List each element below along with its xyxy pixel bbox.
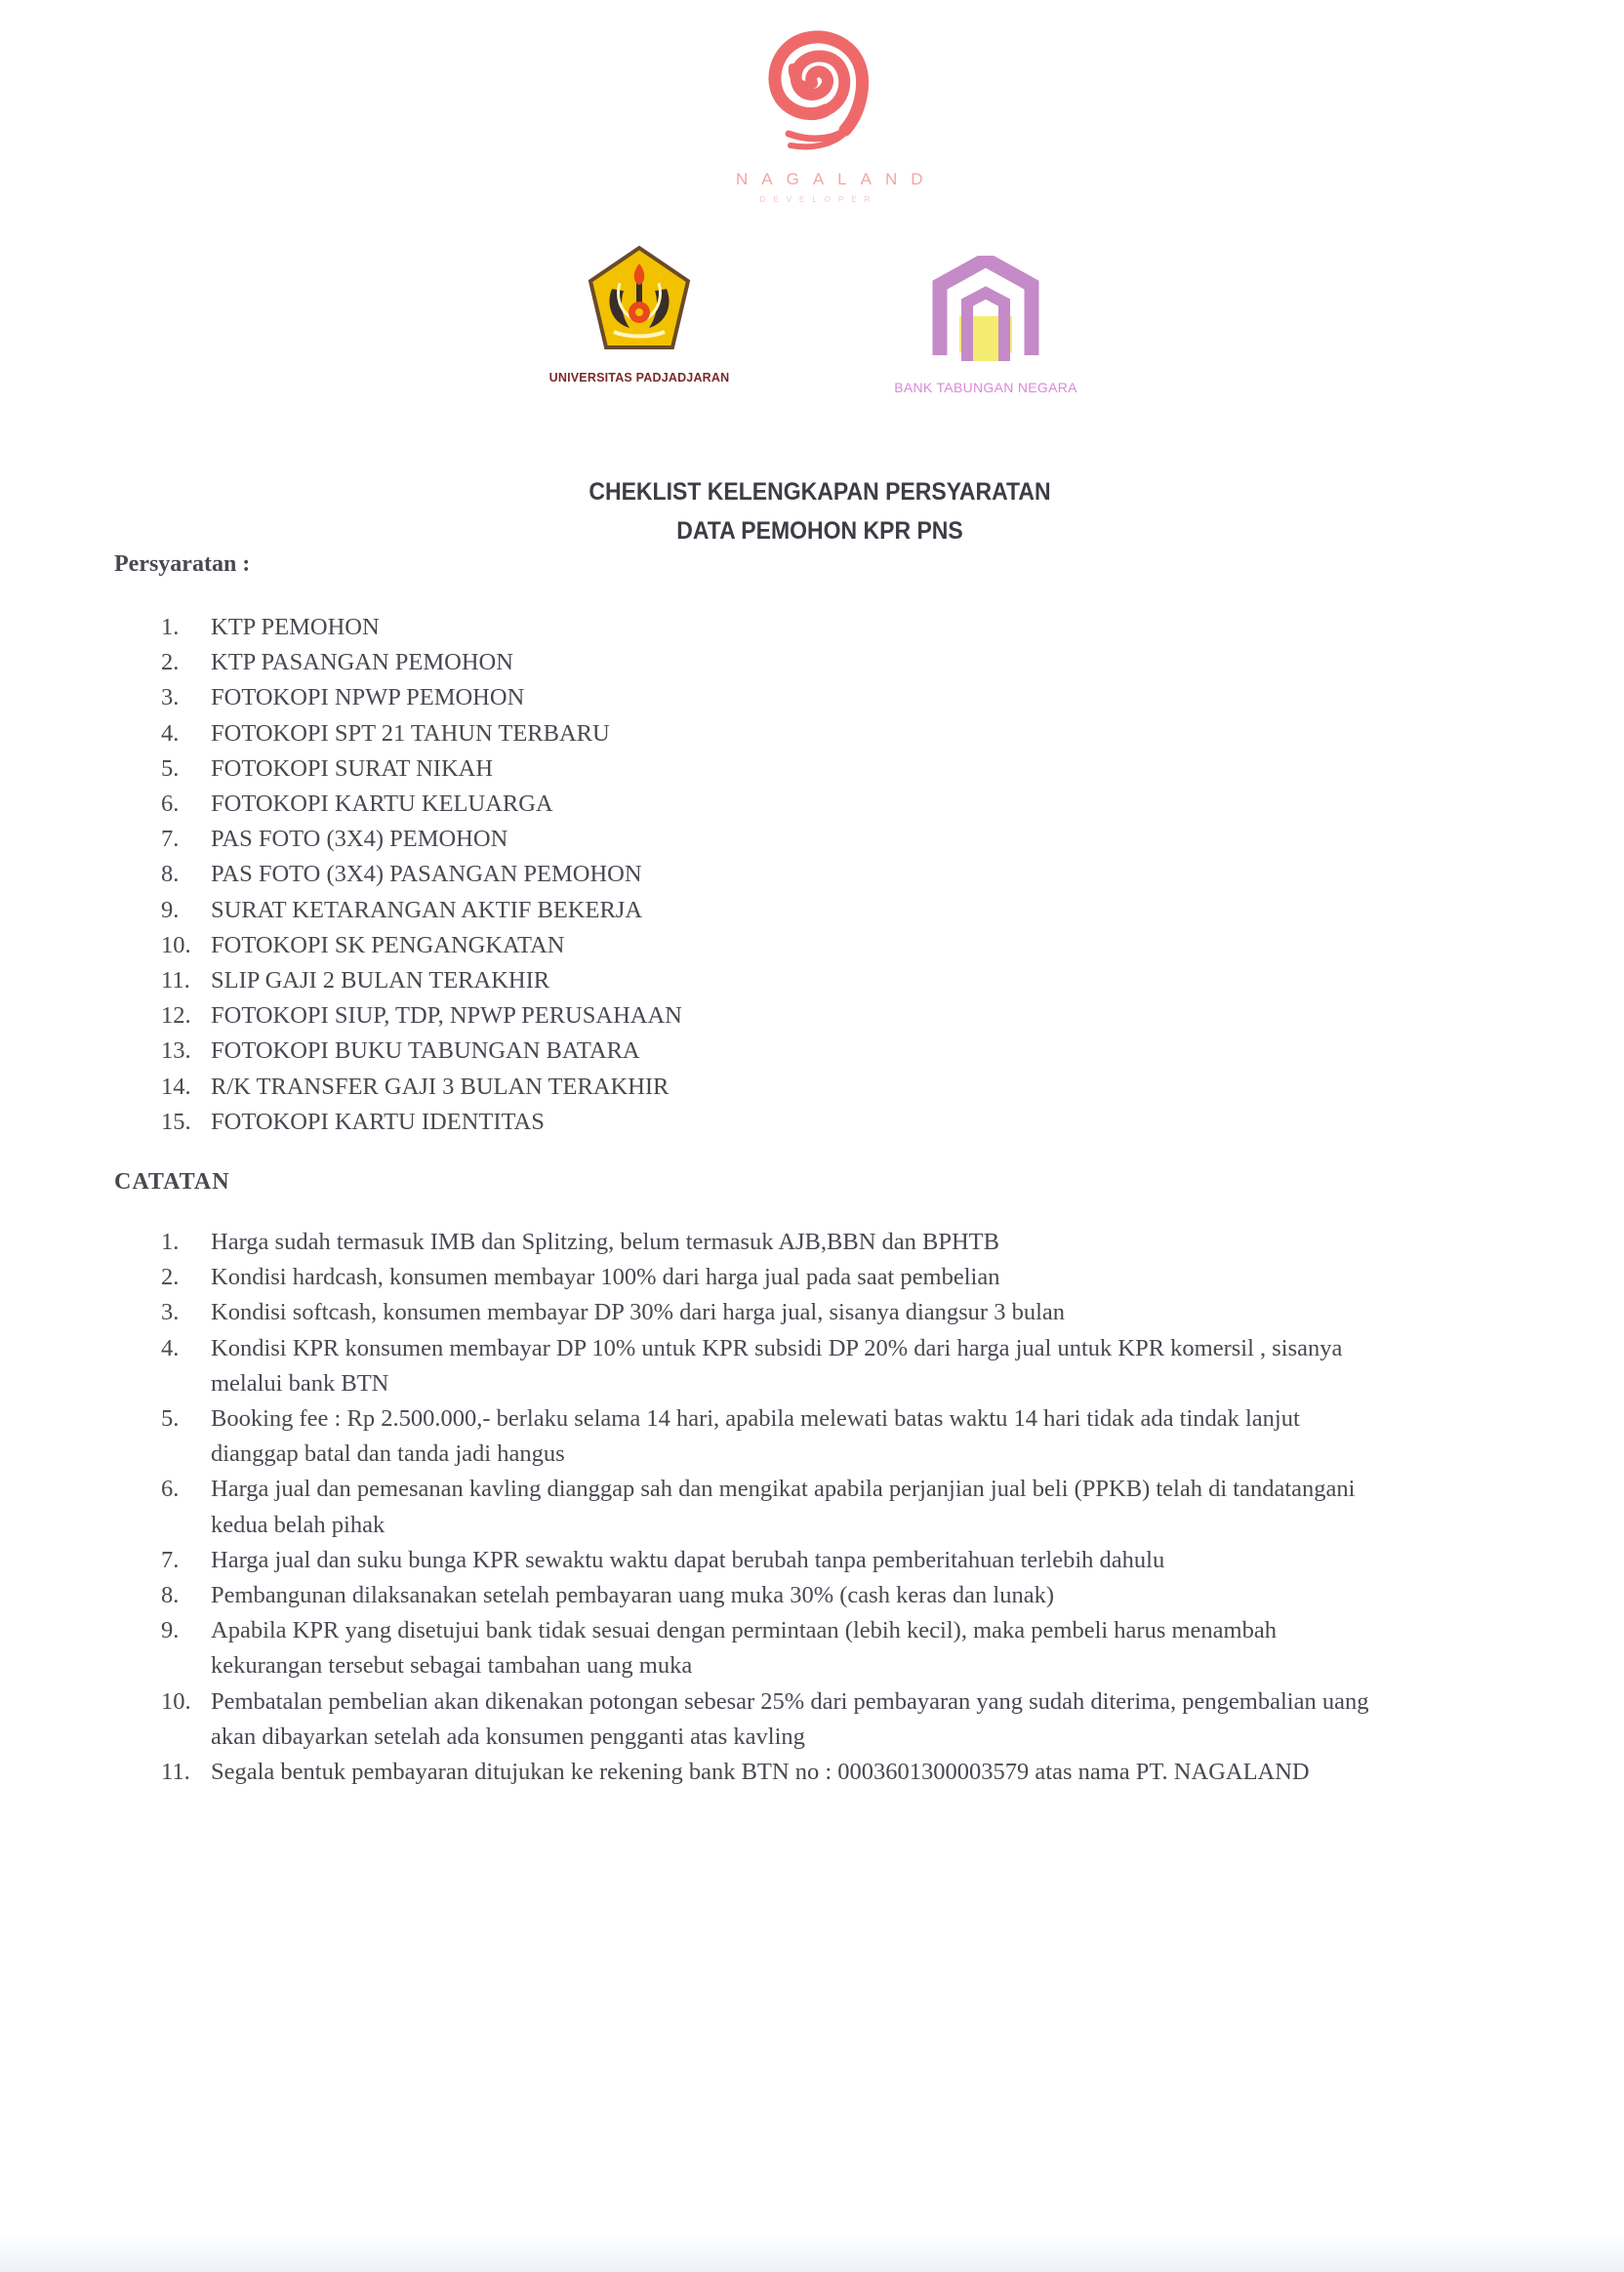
- item-number: 4.: [161, 719, 180, 747]
- item-number: 9.: [161, 896, 180, 923]
- item-number: 7.: [161, 1546, 180, 1573]
- item-text: PAS FOTO (3X4) PEMOHON: [211, 826, 508, 853]
- item-text: Booking fee : Rp 2.500.000,- berlaku selama 14 hari, apabila melewati batas waktu 14 hari tidak ada tindak lanjut: [211, 1405, 1300, 1432]
- item-number: 2.: [161, 1264, 180, 1291]
- item-number: 6.: [161, 1476, 180, 1503]
- item-number: 10.: [161, 1687, 191, 1715]
- unpad-crest-icon: [585, 244, 694, 353]
- item-text: FOTOKOPI SURAT NIKAH: [211, 754, 494, 782]
- item-text: KTP PASANGAN PEMOHON: [211, 649, 513, 676]
- item-text: Apabila KPR yang disetujui bank tidak sesuai dengan permintaan (lebih kecil), maka pembeli harus menambah: [211, 1617, 1277, 1644]
- item-number: 10.: [161, 931, 191, 958]
- nagaland-logo: [722, 24, 937, 204]
- unpad-label: UNIVERSITAS PADJADJARAN: [548, 371, 730, 385]
- btn-logo: [859, 256, 1113, 395]
- swirl-logo-icon: [751, 24, 878, 156]
- item-text: FOTOKOPI SIUP, TDP, NPWP PERUSAHAAN: [211, 1002, 682, 1030]
- btn-label: BANK TABUNGAN NEGARA: [894, 380, 1077, 395]
- item-number: 3.: [161, 684, 180, 711]
- item-number: 8.: [161, 1582, 180, 1608]
- item-number: 3.: [161, 1299, 180, 1326]
- item-text: Pembangunan dilaksanakan setelah pembayaran uang muka 30% (cash keras dan lunak): [211, 1582, 1054, 1608]
- item-number: 15.: [161, 1108, 191, 1135]
- item-number: 7.: [161, 826, 180, 853]
- item-number: 1.: [161, 614, 180, 640]
- item-text: FOTOKOPI KARTU IDENTITAS: [211, 1108, 545, 1135]
- item-text: Kondisi hardcash, konsumen membayar 100% dari harga jual pada saat pembelian: [211, 1264, 1000, 1291]
- item-text: Harga jual dan suku bunga KPR sewaktu waktu dapat berubah tanpa pemberitahuan terlebih dahulu: [211, 1546, 1165, 1573]
- item-number: 9.: [161, 1617, 180, 1644]
- item-text: FOTOKOPI SPT 21 TAHUN TERBARU: [211, 719, 610, 747]
- item-number: 11.: [161, 1759, 190, 1785]
- item-text: Pembatalan pembelian akan dikenakan potongan sebesar 25% dari pembayaran yang sudah diterima, pengembalian uang: [211, 1687, 1369, 1715]
- document-title-line1: CHEKLIST KELENGKAPAN PERSYARATAN: [589, 478, 1051, 506]
- item-text: SLIP GAJI 2 BULAN TERAKHIR: [211, 967, 550, 994]
- item-text: Kondisi softcash, konsumen membayar DP 30% dari harga jual, sisanya diangsur 3 bulan: [211, 1299, 1066, 1326]
- item-number: 5.: [161, 754, 180, 782]
- item-text: Harga sudah termasuk IMB dan Splitzing, belum termasuk AJB,BBN dan BPHTB: [211, 1229, 999, 1255]
- item-text-continuation: melalui bank BTN: [211, 1369, 389, 1397]
- document-title-line2: DATA PEMOHON KPR PNS: [676, 517, 963, 545]
- item-number: 1.: [161, 1229, 180, 1255]
- item-text: Harga jual dan pemesanan kavling dianggap sah dan mengikat apabila perjanjian jual beli (PPKB) telah di tandatangani: [211, 1476, 1356, 1503]
- item-text-continuation: akan dibayarkan setelah ada konsumen pengganti atas kavling: [211, 1723, 805, 1750]
- item-text: FOTOKOPI NPWP PEMOHON: [211, 684, 525, 711]
- nagaland-tagline: DEVELOPER: [759, 195, 878, 204]
- nagaland-brand-text: NAGALAND: [736, 170, 937, 188]
- notes-heading: CATATAN: [114, 1169, 230, 1195]
- btn-house-icon: [932, 256, 1039, 368]
- requirements-heading: Persyaratan :: [114, 551, 251, 577]
- item-text: FOTOKOPI SK PENGANGKATAN: [211, 931, 565, 958]
- item-number: 5.: [161, 1405, 180, 1432]
- item-number: 2.: [161, 649, 180, 676]
- item-number: 4.: [161, 1334, 180, 1361]
- item-number: 8.: [161, 861, 180, 888]
- item-text: PAS FOTO (3X4) PASANGAN PEMOHON: [211, 861, 642, 888]
- item-text: FOTOKOPI BUKU TABUNGAN BATARA: [211, 1037, 640, 1065]
- item-text: Segala bentuk pembayaran ditujukan ke rekening bank BTN no : 0003601300003579 atas nama PT. NAGALAND: [211, 1759, 1310, 1785]
- unpad-logo: [527, 244, 751, 385]
- item-number: 13.: [161, 1037, 191, 1065]
- item-number: 12.: [161, 1002, 191, 1030]
- item-text: FOTOKOPI KARTU KELUARGA: [211, 791, 553, 817]
- item-number: 14.: [161, 1073, 191, 1100]
- item-text: R/K TRANSFER GAJI 3 BULAN TERAKHIR: [211, 1073, 670, 1100]
- item-text: KTP PEMOHON: [211, 614, 380, 640]
- scan-edge-shadow: [0, 2233, 1624, 2272]
- item-number: 11.: [161, 967, 190, 994]
- item-number: 6.: [161, 791, 180, 817]
- item-text-continuation: dianggap batal dan tanda jadi hangus: [211, 1440, 565, 1468]
- item-text: SURAT KETARANGAN AKTIF BEKERJA: [211, 896, 643, 923]
- item-text-continuation: kedua belah pihak: [211, 1511, 386, 1538]
- item-text-continuation: kekurangan tersebut sebagai tambahan uang muka: [211, 1652, 693, 1680]
- item-text: Kondisi KPR konsumen membayar DP 10% untuk KPR subsidi DP 20% dari harga jual untuk KPR komersil , sisanya: [211, 1334, 1343, 1361]
